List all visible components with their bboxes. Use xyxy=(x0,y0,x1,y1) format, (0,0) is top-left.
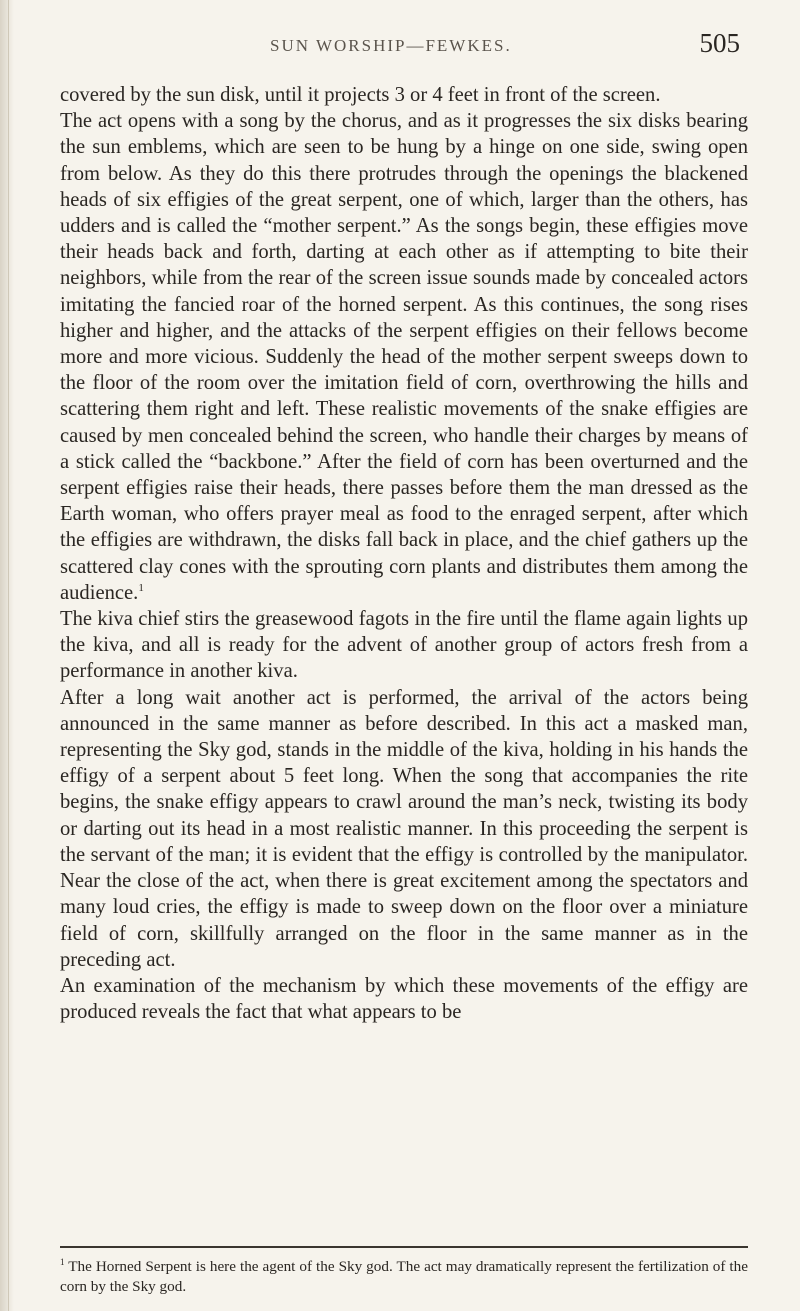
paragraph-3 xyxy=(60,606,748,685)
footnote-reference[interactable]: 1 xyxy=(138,582,144,594)
body-text xyxy=(60,82,748,1025)
page-number: 505 xyxy=(699,28,740,58)
running-head-title: SUN WORSHIP—FEWKES. xyxy=(270,36,512,55)
paragraph-4 xyxy=(60,685,748,973)
paragraph-5-text: An examination of the mechanism by which these movements of the effigy are produced reveals the fact that what appears to be xyxy=(60,974,748,1024)
footnote xyxy=(60,1252,748,1297)
paragraph-4-text: After a long wait another act is performed, the arrival of the actors being announced in the same manner as before described. In this act a masked man, representing the Sky god, stands in the middle of the kiva, holding in his hands the effigy of a serpent about 5 feet long. When the song that accompanies the rite begins, the snake effigy appears to crawl around the man’s neck, twisting its body or darting out its head in a most realistic manner. In this proceeding the serpent is the servant of the man; it is evident that the effigy is controlled by the manipulator. Near the close of the act, when there is great excitement among the spectators and many loud cries, the effigy is made to sweep down on the floor over a miniature field of corn, skillfully arranged on the floor in the same manner as in the preceding act. xyxy=(60,686,748,971)
paragraph-1-text: covered by the sun disk, until it projects 3 or 4 feet in front of the screen. xyxy=(60,84,661,106)
footnote-divider xyxy=(60,1246,748,1248)
page-gutter-shadow xyxy=(0,0,14,1311)
paragraph-5 xyxy=(60,973,748,1025)
paragraph-2-text: The act opens with a song by the chorus, and as it progresses the six disks bearing the sun emblems, which are seen to be hung by a hinge on one side, swing open from below. As they do this there protrudes through the openings the blackened heads of six effigies of the great serpent, one of which, larger than the others, has udders and is called the “mother serpent.” As the songs begin, these effigies move their heads back and forth, darting at each other as if attempting to bite their neighbors, while from the rear of the screen issue sounds made by concealed actors imitating the fancied roar of the horned serpent. As this continues, the song rises higher and higher, and the attacks of the serpent effigies on their fellows become more and more vicious. Suddenly the head of the mother serpent sweeps down to the floor of the room over the imitation field of corn, overthrowing the hills and scattering them right and left. These realistic movements of the snake effigies are caused by men concealed behind the screen, who handle their charges by means of a stick called the “backbone.” After the field of corn has been overturned and the serpent effigies raise their heads, there passes before them the man dressed as the Earth woman, who offers prayer meal as food to the enraged serpent, after which the effigies are withdrawn, the disks fall back in place, and the chief gathers up the scattered clay cones with the sprouting corn plants and distributes them among the audience. xyxy=(60,110,748,604)
footnote-marker: 1 xyxy=(60,1257,65,1267)
paragraph-2 xyxy=(60,108,748,606)
running-head xyxy=(60,28,740,68)
footnote-text: The Horned Serpent is here the agent of the Sky god. The act may dramatically represent the fertilization of the corn by the Sky god. xyxy=(60,1258,748,1296)
paragraph-3-text: The kiva chief stirs the greasewood fagots in the fire until the flame again lights up the kiva, and all is ready for the advent of another group of actors fresh from a performance in another kiva. xyxy=(60,608,748,683)
paragraph-1 xyxy=(60,82,748,108)
page-gutter-line xyxy=(8,0,9,1311)
